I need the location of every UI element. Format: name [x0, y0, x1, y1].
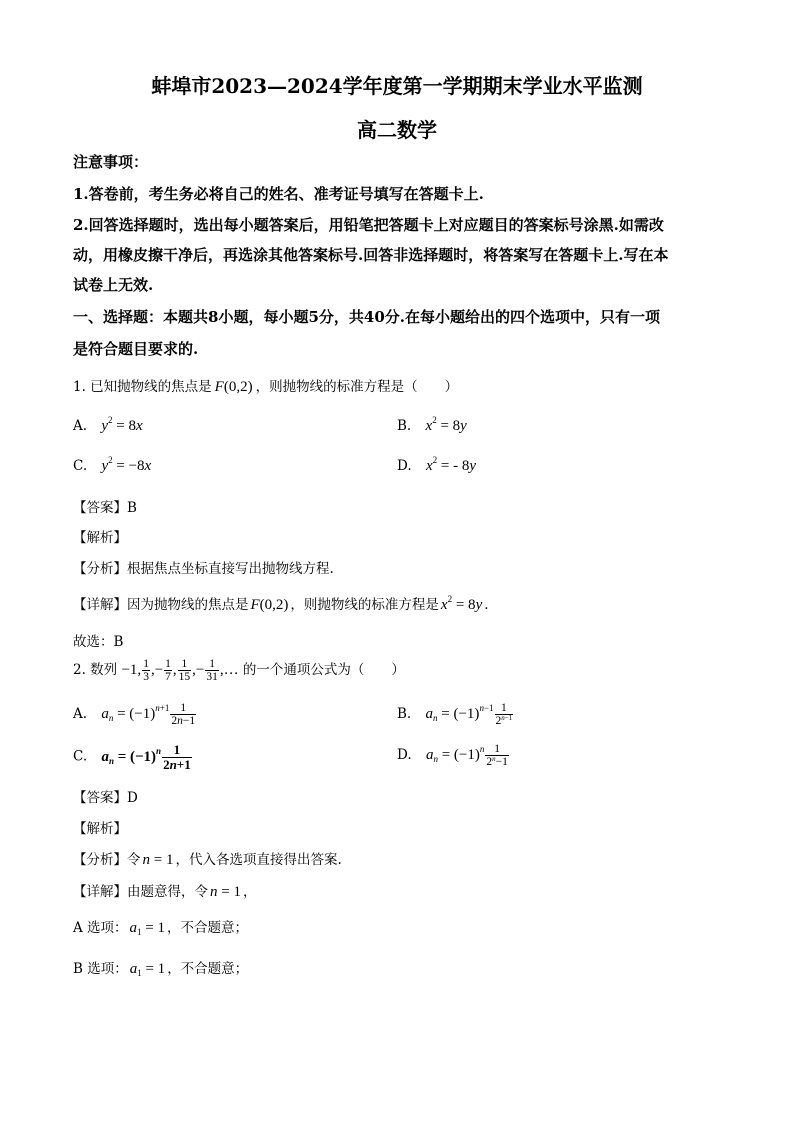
q1-option-a	[73, 415, 143, 435]
q2-option-a-check-eq: $a_1 = 1$	[129, 920, 166, 937]
q2-option-b-check-prefix: B 选项：	[73, 961, 128, 977]
q2-option-b-label: B.	[397, 706, 412, 722]
q1-option-d-expr: $x^2$ = - 8y	[425, 455, 476, 474]
notice-item-2-line-2: 动，用橡皮擦干净后，再选涂其他答案标号.回答非选择题时，将答案写在答题卡上.写在本	[73, 246, 669, 264]
q2-sequence: −1, $\frac{1}{3}$ ,− $\frac{1}{7}$ , $\frac{1}{15}$ ,− $\frac{1}{31}$ ,…	[121, 658, 239, 684]
q2-option-b	[397, 702, 514, 727]
q2-prefix: 2. 数列	[73, 662, 118, 678]
q1-answer: 【答案】B	[73, 500, 137, 516]
q2-option-c	[73, 743, 193, 771]
q1-option-c-label: C.	[73, 458, 88, 474]
notice-item-2-line-3: 试卷上无效.	[73, 276, 154, 294]
q1-option-b	[397, 415, 467, 435]
section-heading-line-1: 一、选择题：本题共8小题，每小题5分，共40分.在每小题给出的四个选项中，只有一项	[73, 308, 660, 326]
q1-option-b-expr: $x^2 = 8y$	[425, 415, 467, 434]
q2-option-a-check-prefix: A 选项：	[73, 920, 128, 936]
question-1-stem	[73, 375, 458, 396]
q2-option-a-check	[73, 916, 248, 937]
q1-detail-end: .	[484, 597, 489, 613]
q2-option-a-expr: $a_n = (-1)^{n+1}$ $\frac{1}{2n-1}$	[101, 702, 196, 728]
q2-suffix: 的一个通项公式为（ ）	[242, 662, 405, 678]
section-heading-line-2: 是符合题目要求的.	[73, 340, 199, 358]
notice-item-1: 1.答卷前，考生务必将自己的姓名、准考证号填写在答题卡上.	[73, 185, 484, 203]
page-title: 蚌埠市2023—2024学年度第一学期期末学业水平监测	[151, 74, 643, 98]
q1-prefix: 1. 已知抛物线的焦点是	[73, 379, 212, 395]
q2-answer: 【答案】D	[73, 790, 138, 806]
q2-option-b-check-suffix: ，不合题意；	[167, 961, 249, 977]
q1-focus-point: F(0,2)	[214, 379, 253, 395]
q2-option-d	[397, 743, 510, 768]
question-2-stem	[73, 658, 405, 683]
q2-detail	[73, 880, 256, 901]
q2-analysis	[73, 848, 342, 869]
q2-analysis-tag: 【解析】	[73, 821, 127, 837]
q1-detail-point: F(0,2)	[250, 597, 289, 613]
notice-heading: 注意事项：	[73, 153, 149, 171]
q2-option-a-check-suffix: ，不合题意；	[167, 920, 249, 936]
q2-option-c-label: C.	[73, 748, 88, 765]
q1-option-c-expr: $y^2 = -8x$	[101, 455, 152, 474]
q2-option-b-check	[73, 957, 248, 978]
q2-detail-eq: n = 1	[210, 884, 241, 900]
q2-option-b-expr: $a_n = (-1)^{n-1}$ $\frac{1}{2^{n-1}}$	[425, 702, 513, 728]
q2-detail-suffix: ，	[242, 884, 257, 900]
q1-analysis: 【分析】根据焦点坐标直接写出抛物线方程.	[73, 561, 334, 577]
q2-detail-prefix: 【详解】由题意得，令	[73, 884, 208, 900]
q1-detail-equation: $x^2 = 8y$	[440, 594, 483, 613]
notice-item-2-line-1: 2.回答选择题时，选出每小题答案后，用铅笔把答题卡上对应题目的答案标号涂黑.如需改	[73, 216, 664, 234]
q2-option-a-label: A.	[73, 706, 88, 722]
q2-analysis-suffix: ，代入各选项直接得出答案.	[175, 852, 342, 868]
q2-option-d-label: D.	[397, 747, 412, 763]
q1-conclusion: 故选：B	[73, 634, 124, 650]
q1-option-a-expr: $y^2 = 8x$	[101, 415, 143, 434]
q1-option-c	[73, 455, 152, 475]
q1-option-a-label: A.	[73, 418, 88, 434]
q1-suffix: ，则抛物线的标准方程是（ ）	[255, 379, 459, 395]
q2-analysis-prefix: 【分析】令	[73, 852, 141, 868]
q2-option-d-expr: $a_n = (-1)^n$ $\frac{1}{2^n-1}$	[425, 743, 508, 769]
q1-option-b-label: B.	[397, 418, 412, 434]
q1-option-d-label: D.	[397, 458, 412, 474]
q1-analysis-tag: 【解析】	[73, 530, 127, 546]
q1-detail-prefix: 【详解】因为抛物线的焦点是	[73, 597, 249, 613]
q1-detail-middle: ，则抛物线的标准方程是	[290, 597, 439, 613]
q2-option-a	[73, 702, 197, 727]
q2-option-c-expr: $a_n = (-1)^n$ $\frac{1}{2n+1}$	[101, 742, 191, 772]
q2-analysis-eq: n = 1	[142, 852, 174, 868]
q1-option-d	[397, 455, 476, 475]
q2-option-b-check-eq: $a_1 = 1$	[129, 961, 166, 978]
q1-detail	[73, 593, 489, 614]
page-subtitle: 高二数学	[357, 118, 437, 142]
